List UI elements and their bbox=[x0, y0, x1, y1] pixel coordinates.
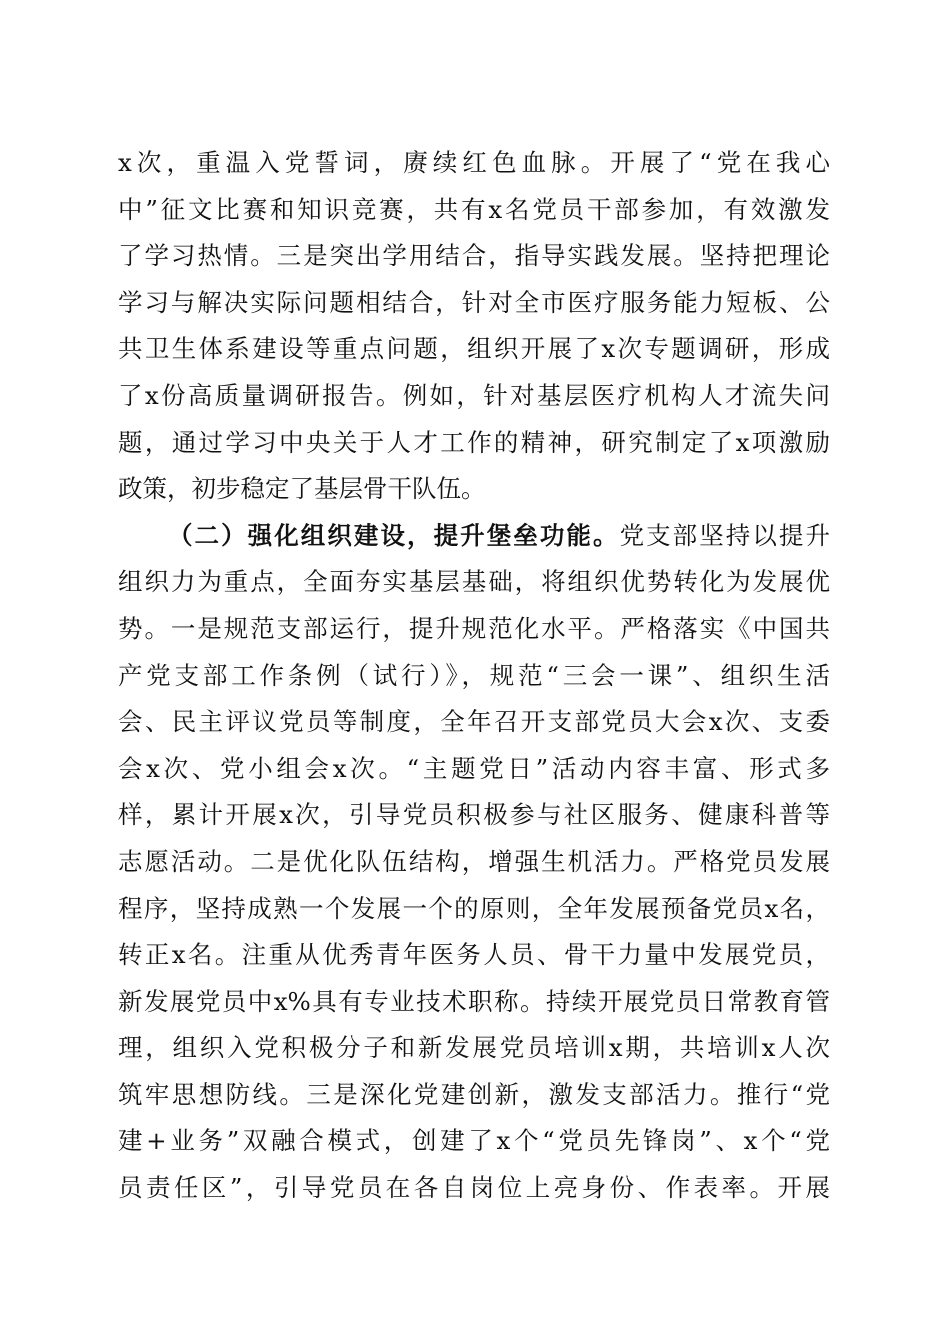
section-heading-rest: 党支部坚持以提升 bbox=[619, 520, 830, 550]
paragraph-line: 筑牢思想防线。三是深化党建创新，激发支部活力。推行“党 bbox=[118, 1079, 830, 1109]
paragraph-line: 学习与解决实际问题相结合，针对全市医疗服务能力短板、公 bbox=[118, 287, 830, 317]
paragraph-line: 势。一是规范支部运行，提升规范化水平。严格落实《中国共 bbox=[118, 613, 830, 643]
paragraph-line: 了x份高质量调研报告。例如，针对基层医疗机构人才流失问 bbox=[118, 380, 830, 410]
document-body bbox=[118, 140, 830, 1212]
paragraph-line: 中”征文比赛和知识竞赛，共有x名党员干部参加，有效激发 bbox=[118, 194, 830, 224]
paragraph-line: x次，重温入党誓词，赓续红色血脉。开展了“党在我心 bbox=[118, 148, 830, 177]
paragraph-line: 样，累计开展x次，引导党员积极参与社区服务、健康科普等 bbox=[118, 800, 830, 830]
paragraph-line: 会、民主评议党员等制度，全年召开支部党员大会x次、支委 bbox=[118, 707, 830, 737]
paragraph-line: 政策，初步稳定了基层骨干队伍。 bbox=[118, 474, 486, 504]
paragraph-line: 新发展党员中x%具有专业技术职称。持续开展党员日常教育管 bbox=[118, 986, 830, 1016]
paragraph-line: 了学习热情。三是突出学用结合，指导实践发展。坚持把理论 bbox=[118, 241, 830, 271]
paragraph-line: 会x次、党小组会x次。“主题党日”活动内容丰富、形式多 bbox=[118, 753, 830, 783]
paragraph-line: 转正x名。注重从优秀青年医务人员、骨干力量中发展党员， bbox=[118, 940, 830, 970]
paragraph-line: 理，组织入党积极分子和新发展党员培训x期，共培训x人次 bbox=[118, 1033, 830, 1063]
section-heading: （二）强化组织建设，提升堡垒功能。 bbox=[168, 520, 620, 550]
paragraph-line: 组织力为重点，全面夯实基层基础，将组织优势转化为发展优 bbox=[118, 567, 830, 597]
paragraph-line: 员责任区”，引导党员在各自岗位上亮身份、作表率。开展 bbox=[118, 1173, 830, 1203]
paragraph-line: 建+业务”双融合模式，创建了x个“党员先锋岗”、x个“党 bbox=[118, 1126, 830, 1156]
paragraph-line: 程序，坚持成熟一个发展一个的原则，全年发展预备党员x名， bbox=[118, 893, 830, 923]
section-heading-line bbox=[118, 513, 830, 560]
paragraph-line: 题，通过学习中央关于人才工作的精神，研究制定了x项激励 bbox=[118, 427, 830, 457]
paragraph-line: 志愿活动。二是优化队伍结构，增强生机活力。严格党员发展 bbox=[118, 846, 830, 876]
paragraph-line: 产党支部工作条例（试行）》，规范“三会一课”、组织生活 bbox=[118, 660, 830, 690]
paragraph-line: 共卫生体系建设等重点问题，组织开展了x次专题调研，形成 bbox=[118, 334, 830, 364]
